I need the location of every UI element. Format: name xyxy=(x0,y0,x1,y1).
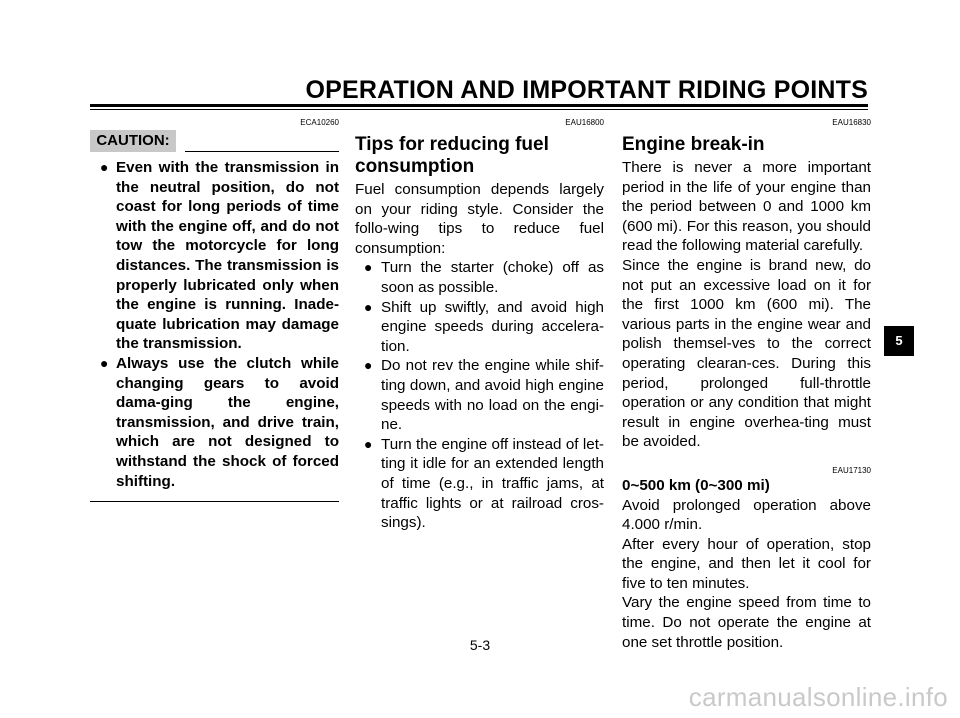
header-rule-thin xyxy=(90,109,868,110)
paragraph: Since the engine is brand new, do not put an excessive load on it for the first 1000 km (600 mi). The various parts in the engine wear and polish themsel-ves to the correct operating clearan-ces. During this period, prolonged full-throttle operation or any condition that might result in engine overhea-ting must be avoided. xyxy=(622,256,871,451)
column-caution xyxy=(90,118,339,502)
chapter-tab: 5 xyxy=(884,326,914,356)
paragraph: There is never a more important period in the life of your engine than the period between 0 and 1000 km (600 mi). For this reason, you should read the following material carefully. xyxy=(622,159,871,255)
caution-end-rule xyxy=(90,501,339,502)
tips-list xyxy=(355,258,604,532)
header-rule xyxy=(90,104,868,107)
tip-item xyxy=(355,258,604,297)
caution-item-text: Always use the clutch while changing gears to avoid dama-ging the engine, transmission, and drive train, which are not designed to withstand the shock of forced shifting. xyxy=(116,354,339,490)
section-heading: Tips for reducing fuel consumption xyxy=(355,134,549,177)
column-engine-break-in xyxy=(622,118,871,652)
tip-item-text: Turn the engine off instead of let-ting it idle for an extended length of time (e.g., in traffic jams, at traffic lights or at railroad cros-sings). xyxy=(381,435,604,532)
caution-header xyxy=(90,130,339,156)
tip-item xyxy=(355,298,604,357)
paragraph: After every hour of operation, stop the engine, and then let it cool for five to ten minutes. xyxy=(622,535,871,592)
tip-item-text: Turn the starter (choke) off as soon as possible. xyxy=(381,259,604,296)
tip-item-text: Do not rev the engine while shif-ting down, and avoid high engine speeds with no load on the engi-ne. xyxy=(381,357,604,434)
reference-code: EAU16830 xyxy=(832,118,871,127)
reference-code: ECA10260 xyxy=(300,118,339,127)
caution-list xyxy=(90,158,339,491)
caution-rule xyxy=(185,151,339,152)
column-fuel-tips xyxy=(355,118,604,533)
watermark: carmanualsonline.info xyxy=(688,682,948,712)
caution-item xyxy=(90,354,339,491)
caution-label: CAUTION: xyxy=(90,130,176,152)
page-header-title: OPERATION AND IMPORTANT RIDING POINTS xyxy=(305,76,868,104)
section-heading: Engine break-in xyxy=(622,134,765,155)
bullet-icon: ● xyxy=(364,298,373,315)
reference-code: EAU16800 xyxy=(565,118,604,127)
caution-item xyxy=(90,158,339,354)
bullet-icon: ● xyxy=(100,354,109,371)
tip-item-text: Shift up swiftly, and avoid high engine speeds during accelera-tion. xyxy=(381,298,604,355)
intro-paragraph: Fuel consumption depends largely on your riding style. Consider the follo-wing tips to reduce fuel consumption: xyxy=(355,181,604,257)
bullet-icon: ● xyxy=(364,259,373,276)
reference-code: EAU17130 xyxy=(832,465,871,475)
subsection-heading: 0~500 km (0~300 mi) xyxy=(622,476,770,494)
bullet-icon: ● xyxy=(100,159,109,175)
page-number: 5-3 xyxy=(469,637,491,653)
caution-item-text: Even with the transmission in the neutral position, do not coast for long periods of time with the engine off, and do not tow the motorcycle for long distances. The transmission is properly lubricated only when the engine is running. Inade-quate lubrication may damage the transmission. xyxy=(116,159,339,353)
paragraph: Vary the engine speed from time to time. Do not operate the engine at one set throttle position. xyxy=(622,594,871,651)
tip-item xyxy=(355,435,604,533)
paragraph: Avoid prolonged operation above 4.000 r/min. xyxy=(622,496,871,534)
bullet-icon: ● xyxy=(364,357,373,374)
tip-item xyxy=(355,356,604,434)
bullet-icon: ● xyxy=(364,435,373,452)
